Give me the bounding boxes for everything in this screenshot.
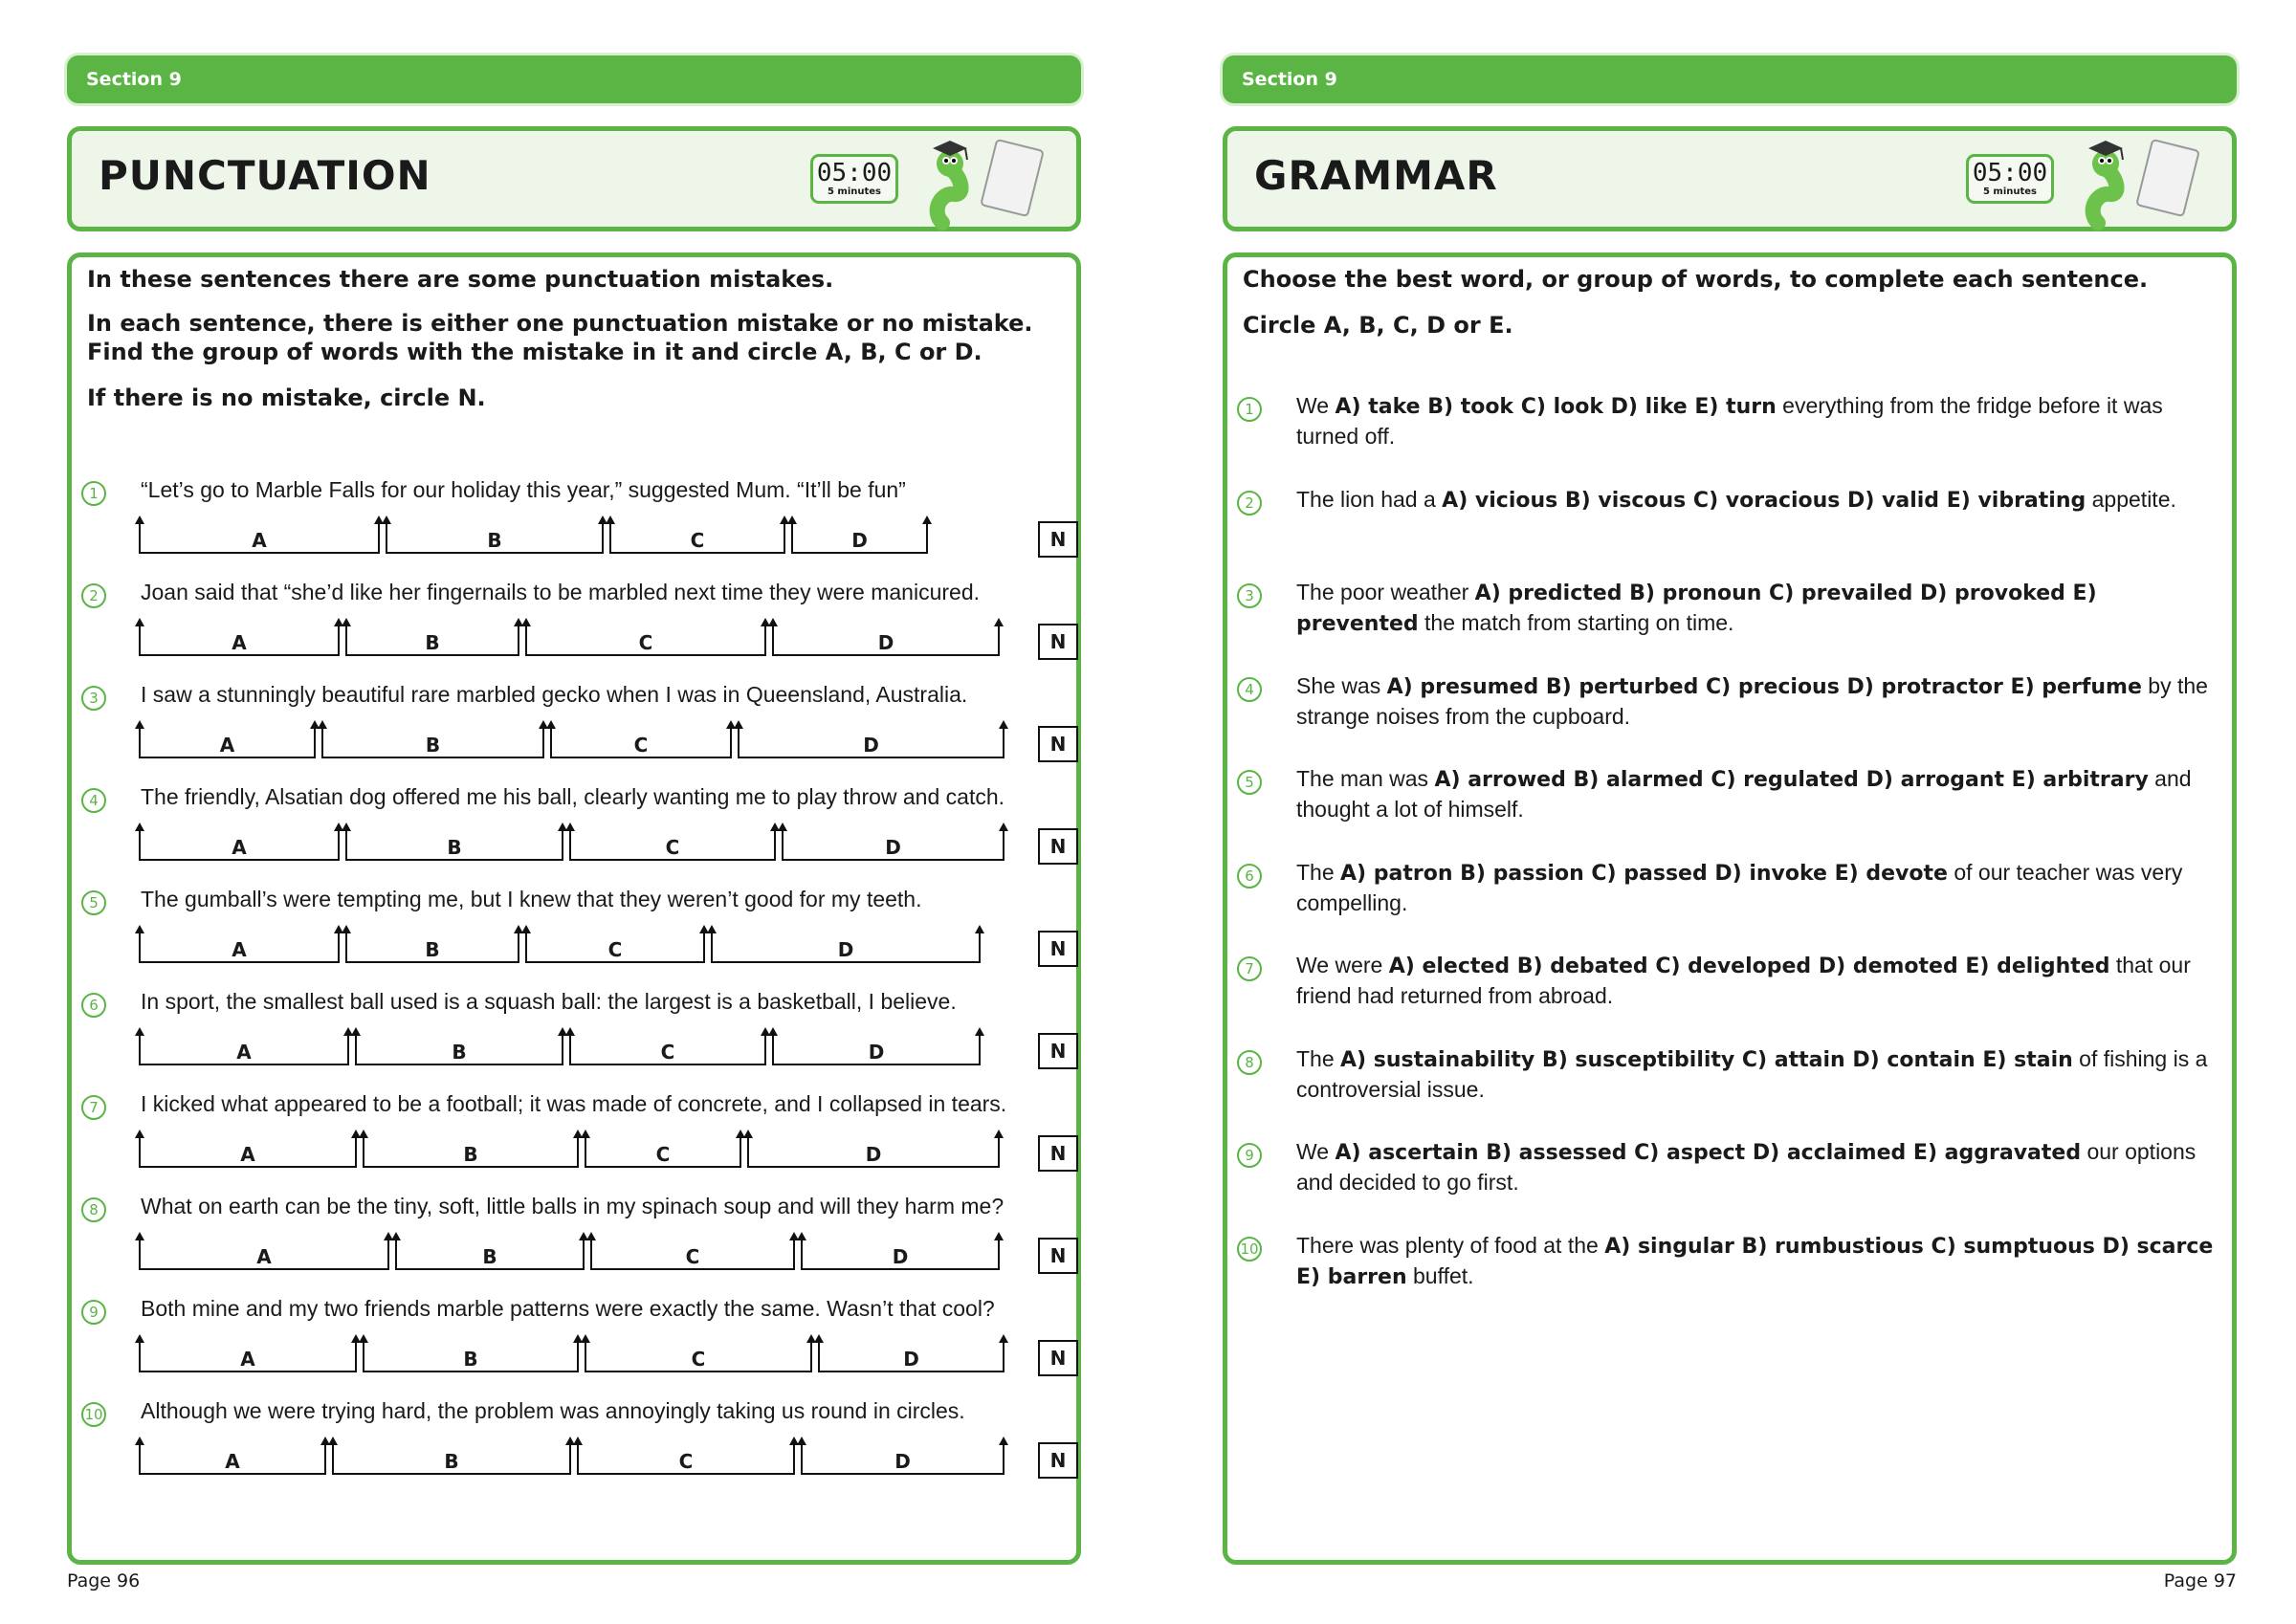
no-mistake-box[interactable]: N	[1038, 828, 1078, 865]
segment-label: D	[865, 1143, 882, 1166]
sentence-start: She was	[1296, 672, 1387, 698]
segment-label: B	[425, 734, 441, 757]
question-item	[81, 1296, 1076, 1395]
question-text: “Let’s go to Marble Falls for our holiday this year,” suggested Mum. “It’ll be fun”	[141, 477, 906, 502]
segment-label: C	[665, 836, 680, 859]
answer-segments	[139, 1338, 1000, 1376]
bookworm-mascot-icon	[2077, 135, 2201, 230]
answer-segment-a[interactable]	[139, 826, 340, 861]
segment-label: B	[482, 1245, 497, 1268]
no-mistake-box[interactable]: N	[1038, 726, 1078, 762]
answer-segment-d[interactable]	[818, 1338, 1004, 1372]
timer-subtitle: 5 minutes	[1982, 187, 2038, 197]
answer-segment-c[interactable]	[590, 1236, 795, 1270]
question-number: 5	[1237, 770, 1262, 795]
segment-label: B	[425, 631, 440, 654]
segment-label: C	[685, 1245, 700, 1268]
instruction: Circle A, B, C, D or E.	[1243, 312, 1513, 339]
question-item	[81, 1398, 1076, 1498]
segment-label: B	[425, 938, 440, 961]
answer-segment-d[interactable]	[738, 724, 1004, 758]
sentence-start: We	[1296, 393, 1336, 418]
timer-badge	[810, 154, 898, 204]
answer-options[interactable]: A) take B) took C) look D) like E) turn	[1335, 395, 1777, 419]
no-mistake-box[interactable]: N	[1038, 1340, 1078, 1376]
no-mistake-box[interactable]: N	[1038, 1135, 1078, 1172]
no-mistake-box[interactable]: N	[1038, 1238, 1078, 1274]
question-item	[81, 580, 1076, 679]
question-item	[81, 1091, 1076, 1191]
sentence-start: The poor weather	[1296, 580, 1475, 604]
page-number: Page 96	[67, 1570, 141, 1591]
answer-segment-c[interactable]	[569, 1031, 766, 1065]
segment-label: A	[256, 1245, 272, 1268]
segment-label: B	[487, 529, 502, 552]
sentence-start: There was plenty of food at the	[1296, 1232, 1605, 1258]
answer-segment-d[interactable]	[772, 622, 1000, 656]
segment-label: C	[691, 1348, 706, 1371]
segment-label: A	[232, 631, 247, 654]
sentence-end: of our teacher was very compelling.	[1296, 859, 2183, 915]
answer-segment-c[interactable]	[525, 622, 766, 656]
segment-label: C	[655, 1143, 671, 1166]
answer-segment-b[interactable]	[345, 929, 519, 963]
answer-segment-d[interactable]	[791, 519, 928, 554]
segment-label: B	[463, 1348, 478, 1371]
answer-segment-a[interactable]	[139, 1440, 326, 1475]
no-mistake-box[interactable]: N	[1038, 521, 1078, 558]
sentence-end: buffet.	[1406, 1262, 1474, 1288]
answer-options[interactable]: A) presumed B) perturbed C) precious D) protractor E) perfume	[1386, 674, 2142, 699]
timer-badge	[1966, 154, 2054, 204]
answer-segment-b[interactable]	[345, 826, 563, 861]
question-text	[1296, 578, 2224, 639]
segment-label: D	[868, 1041, 885, 1064]
answer-segments	[139, 1236, 1000, 1274]
question-text	[1296, 1231, 2224, 1292]
segment-label: B	[452, 1041, 467, 1064]
timer-time: 05:00	[816, 159, 893, 187]
question-text	[1296, 1044, 2224, 1105]
answer-options[interactable]: A) sustainability B) susceptibility C) attain D) contain E) stain	[1340, 1047, 2073, 1072]
answer-options[interactable]: A) arrowed B) alarmed C) regulated D) arrogant E) arbitrary	[1434, 768, 2149, 792]
page-number: Page 97	[2163, 1570, 2237, 1591]
answer-segments	[139, 826, 1000, 865]
question-item	[81, 682, 1076, 781]
content-box	[67, 252, 1081, 1565]
answer-options[interactable]: A) vicious B) viscous C) voracious D) valid E) vibrating	[1442, 488, 2086, 513]
no-mistake-box[interactable]: N	[1038, 1033, 1078, 1069]
segment-label: A	[225, 1450, 240, 1473]
answer-options[interactable]: A) predicted B) pronoun C) prevailed D) provoked E) prevented	[1296, 582, 2097, 636]
instruction: In these sentences there are some punctuation mistakes.	[87, 266, 834, 293]
question-number: 9	[81, 1300, 106, 1325]
question-number: 5	[81, 890, 106, 915]
answer-segments	[139, 1031, 1000, 1069]
answer-segment-c[interactable]	[585, 1133, 741, 1168]
sentence-start: We were	[1296, 953, 1389, 977]
sentence-start: The lion had a	[1296, 486, 1443, 512]
answer-options[interactable]: A) patron B) passion C) passed D) invoke E) devote	[1340, 861, 1948, 886]
question-text: In sport, the smallest ball used is a squash ball: the largest is a basketball, I believe.	[141, 989, 957, 1014]
segment-label: C	[690, 529, 705, 552]
segment-label: A	[236, 1041, 252, 1064]
sentence-start: The	[1296, 859, 1341, 885]
question-number: 3	[81, 686, 106, 711]
question-number: 6	[81, 993, 106, 1018]
question-item	[81, 784, 1076, 884]
answer-segment-a[interactable]	[139, 519, 380, 554]
question-text: Both mine and my two friends marble patterns were exactly the same. Wasn’t that cool?	[141, 1296, 995, 1321]
segment-label: A	[232, 836, 247, 859]
answer-segment-d[interactable]	[801, 1440, 1004, 1475]
question-item	[81, 1194, 1076, 1293]
segment-label: C	[660, 1041, 675, 1064]
answer-segment-b[interactable]	[363, 1133, 579, 1168]
answer-segment-d[interactable]	[801, 1236, 1000, 1270]
answer-segment-b[interactable]	[355, 1031, 563, 1065]
question-number: 8	[1237, 1050, 1262, 1075]
question-text: The friendly, Alsatian dog offered me his ball, clearly wanting me to play throw and catch.	[141, 784, 1005, 809]
question-number: 4	[1237, 677, 1262, 702]
question-text: Although we were trying hard, the problem was annoyingly taking us round in circles.	[141, 1398, 965, 1423]
question-text: What on earth can be the tiny, soft, little balls in my spinach soup and will they harm me?	[141, 1194, 1004, 1218]
answer-segments	[139, 929, 1000, 967]
question-number: 4	[81, 788, 106, 813]
answer-segments	[139, 1133, 1000, 1172]
no-mistake-box[interactable]: N	[1038, 1442, 1078, 1479]
question-text	[1296, 391, 2224, 451]
no-mistake-box[interactable]: N	[1038, 624, 1078, 660]
segment-label: C	[607, 938, 623, 961]
sentence-start: We	[1296, 1139, 1336, 1164]
answer-segment-a[interactable]	[139, 1236, 389, 1270]
answer-segment-a[interactable]	[139, 724, 316, 758]
question-text	[1296, 858, 2224, 918]
segment-label: D	[892, 1245, 909, 1268]
question-item	[81, 887, 1076, 986]
right-page	[1223, 0, 2237, 1624]
question-text: Joan said that “she’d like her fingernails to be marbled next time they were manicured.	[141, 580, 981, 604]
segment-label: A	[240, 1143, 255, 1166]
answer-segment-b[interactable]	[395, 1236, 585, 1270]
question-number: 7	[81, 1095, 106, 1120]
sentence-end: everything from the fridge before it was turned off.	[1296, 393, 2163, 449]
question-text	[1296, 951, 2224, 1011]
sentence-end: the match from starting on time.	[1418, 610, 1734, 635]
sentence-start: The man was	[1296, 766, 1435, 791]
answer-segment-a[interactable]	[139, 1133, 357, 1168]
question-item	[81, 477, 1076, 577]
segment-label: D	[877, 631, 894, 654]
question-text	[1296, 485, 2224, 516]
segment-label: B	[444, 1450, 459, 1473]
answer-options[interactable]: A) elected B) debated C) developed D) demoted E) delighted	[1388, 955, 2110, 978]
answer-segment-b[interactable]	[332, 1440, 571, 1475]
answer-segments	[139, 519, 1000, 558]
answer-segment-b[interactable]	[321, 724, 544, 758]
question-number: 2	[81, 583, 106, 608]
segment-label: D	[885, 836, 901, 859]
sentence-end: of fishing is a controversial issue.	[1296, 1045, 2208, 1102]
instruction: In each sentence, there is either one punctuation mistake or no mistake. Find the group of words with the mistake in it and circle A, B, C or D.	[87, 310, 1033, 365]
segment-label: D	[863, 734, 879, 757]
question-number: 7	[1237, 956, 1262, 981]
answer-segment-c[interactable]	[577, 1440, 795, 1475]
answer-segments	[139, 622, 1000, 660]
no-mistake-box[interactable]: N	[1038, 931, 1078, 967]
sentence-start: The	[1296, 1045, 1341, 1071]
segment-label: D	[851, 529, 868, 552]
bookworm-mascot-icon	[921, 135, 1046, 230]
segment-label: A	[252, 529, 267, 552]
question-text: I kicked what appeared to be a football; it was made of concrete, and I collapsed in tears.	[141, 1091, 1007, 1116]
instruction: If there is no mistake, circle N.	[87, 384, 486, 411]
segment-label: C	[638, 631, 653, 654]
question-number: 1	[1237, 397, 1262, 422]
question-number: 9	[1237, 1143, 1262, 1168]
question-number: 10	[1237, 1237, 1262, 1262]
answer-segments	[139, 1440, 1000, 1479]
timer-time: 05:00	[1972, 159, 2048, 187]
sentence-end: by the strange noises from the cupboard.	[1296, 672, 2208, 729]
question-text: I saw a stunningly beautiful rare marbled gecko when I was in Queensland, Australia.	[141, 682, 968, 707]
segment-label: D	[903, 1348, 919, 1371]
question-text	[1296, 671, 2224, 732]
answer-segment-a[interactable]	[139, 622, 340, 656]
question-number: 6	[1237, 864, 1262, 889]
question-number: 1	[81, 481, 106, 506]
answer-options[interactable]: A) singular B) rumbustious C) sumptuous D) scarce E) barren	[1296, 1234, 2214, 1289]
instruction: Choose the best word, or group of words, to complete each sentence.	[1243, 266, 2149, 293]
content-box	[1223, 252, 2237, 1565]
section-bar: Section 9	[67, 55, 1081, 103]
sentence-end: that our friend had returned from abroad.	[1296, 953, 2191, 1008]
sentence-end: our options and decided to go first.	[1296, 1139, 2197, 1195]
answer-segment-b[interactable]	[345, 622, 519, 656]
segment-label: B	[447, 836, 462, 859]
question-number: 2	[1237, 491, 1262, 516]
segment-label: D	[837, 938, 854, 961]
answer-segment-b[interactable]	[386, 519, 604, 554]
answer-segment-c[interactable]	[525, 929, 705, 963]
answer-segment-c[interactable]	[609, 519, 785, 554]
answer-segment-c[interactable]	[550, 724, 732, 758]
answer-segment-c[interactable]	[585, 1338, 812, 1372]
question-text	[1296, 1137, 2224, 1197]
answer-segment-d[interactable]	[747, 1133, 1000, 1168]
answer-segment-a[interactable]	[139, 1338, 357, 1372]
question-number: 10	[81, 1402, 106, 1427]
segment-label: A	[219, 734, 235, 757]
title-box	[67, 126, 1081, 231]
question-text: The gumball’s were tempting me, but I knew that they weren’t good for my teeth.	[141, 887, 922, 911]
answer-segment-b[interactable]	[363, 1338, 579, 1372]
answer-segment-d[interactable]	[772, 1031, 981, 1065]
page-title: GRAMMAR	[1254, 152, 1498, 199]
sentence-end: appetite.	[2086, 486, 2176, 512]
answer-segments	[139, 724, 1000, 762]
answer-segment-c[interactable]	[569, 826, 776, 861]
segment-label: C	[633, 734, 649, 757]
question-number: 3	[1237, 583, 1262, 608]
segment-label: A	[240, 1348, 255, 1371]
question-text	[1296, 764, 2224, 824]
question-number: 8	[81, 1197, 106, 1222]
answer-segment-a[interactable]	[139, 929, 340, 963]
timer-subtitle: 5 minutes	[827, 187, 882, 197]
answer-segment-d[interactable]	[711, 929, 981, 963]
title-box	[1223, 126, 2237, 231]
answer-segment-a[interactable]	[139, 1031, 349, 1065]
question-item	[81, 989, 1076, 1088]
left-page	[67, 0, 1081, 1624]
sentence-end: and thought a lot of himself.	[1296, 766, 2192, 822]
segment-label: A	[232, 938, 247, 961]
section-bar: Section 9	[1223, 55, 2237, 103]
answer-segment-d[interactable]	[782, 826, 1004, 861]
segment-label: C	[678, 1450, 694, 1473]
segment-label: D	[894, 1450, 911, 1473]
answer-options[interactable]: A) ascertain B) assessed C) aspect D) acclaimed E) aggravated	[1335, 1141, 2082, 1165]
page-title: PUNCTUATION	[99, 152, 431, 199]
segment-label: B	[463, 1143, 478, 1166]
